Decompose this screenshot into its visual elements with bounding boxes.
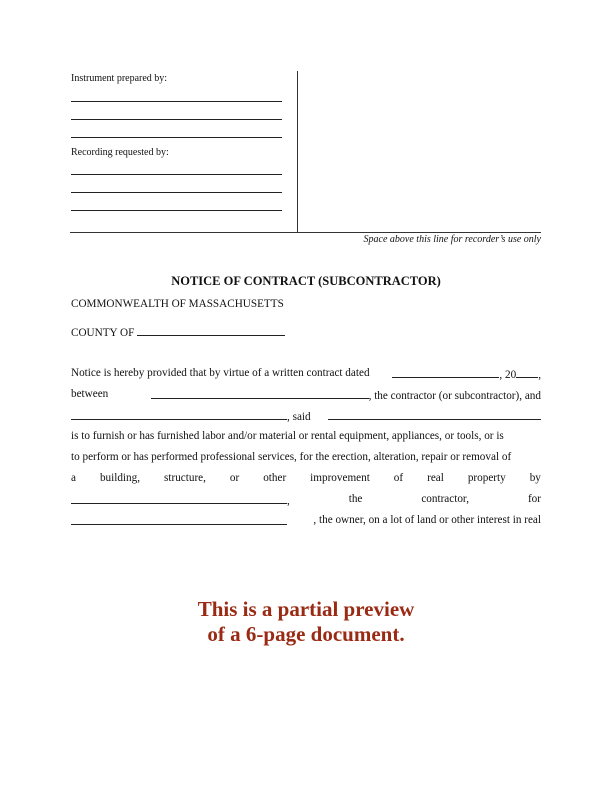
recorder-space-line bbox=[70, 232, 541, 233]
document-title: NOTICE OF CONTRACT (SUBCONTRACTOR) bbox=[171, 274, 441, 288]
instrument-prepared-label: Instrument prepared by: bbox=[71, 73, 168, 84]
paragraph-line-4 bbox=[71, 430, 541, 442]
year-blank[interactable] bbox=[516, 367, 538, 378]
by-party-blank[interactable] bbox=[71, 493, 287, 504]
year-comma: , bbox=[538, 369, 541, 381]
owner-text: , the owner, on a lot of land or other interest in real bbox=[313, 514, 541, 526]
paragraph-line-6 bbox=[71, 472, 541, 484]
year-prefix: , 20 bbox=[499, 369, 517, 381]
between-text: between bbox=[71, 388, 109, 400]
recording-requested-label: Recording requested by: bbox=[71, 147, 169, 158]
prepared-by-line-2 bbox=[71, 119, 282, 120]
prepared-by-line-1 bbox=[71, 101, 282, 102]
recorder-space-divider bbox=[297, 71, 298, 233]
paragraph-line-8 bbox=[71, 514, 541, 526]
paragraph-line-7 bbox=[71, 493, 541, 507]
line6-word: a bbox=[71, 472, 76, 484]
owner-name-blank[interactable] bbox=[71, 514, 287, 525]
contractor-role-text: , the contractor (or subcontractor), and bbox=[368, 390, 541, 402]
contract-dated-text: Notice is hereby provided that by virtue of a written contract dated bbox=[71, 367, 370, 379]
paragraph-line-2 bbox=[71, 388, 541, 402]
paragraph-line-3 bbox=[71, 409, 541, 423]
requested-by-line-1 bbox=[71, 174, 282, 175]
said-text: , said bbox=[287, 411, 311, 423]
line6-word: or bbox=[229, 472, 240, 484]
paragraph-line-5 bbox=[71, 451, 541, 463]
line6-word: real bbox=[427, 472, 444, 484]
line6-word: other bbox=[263, 472, 287, 484]
partial-preview-line-2: of a 6-page document. bbox=[207, 622, 405, 646]
requested-by-line-3 bbox=[71, 210, 282, 211]
county-blank[interactable] bbox=[137, 325, 285, 336]
line7-word: , bbox=[287, 495, 290, 507]
line7-word: the bbox=[348, 493, 363, 505]
recorder-use-note: Space above this line for recorder’s use only bbox=[363, 234, 541, 245]
county-line bbox=[71, 325, 285, 339]
county-label: COUNTY OF bbox=[71, 327, 135, 339]
services-text: to perform or has performed professional services, for the erection, alteration, repair or removal of bbox=[71, 451, 512, 463]
contractor-name-blank[interactable] bbox=[151, 388, 369, 399]
other-party-blank[interactable] bbox=[71, 409, 287, 420]
line6-word: property bbox=[467, 472, 506, 484]
contract-date-blank[interactable] bbox=[392, 367, 499, 378]
said-party-blank[interactable] bbox=[328, 409, 541, 420]
requested-by-line-2 bbox=[71, 192, 282, 193]
line6-word: of bbox=[393, 472, 404, 484]
line6-word: by bbox=[529, 472, 541, 484]
commonwealth-heading: COMMONWEALTH OF MASSACHUSETTS bbox=[71, 298, 284, 310]
line7-word: contractor, bbox=[421, 493, 470, 505]
furnish-text: is to furnish or has furnished labor and/or material or rental equipment, appliances, or tools, or is bbox=[71, 430, 504, 442]
line6-word: building, bbox=[99, 472, 141, 484]
prepared-by-line-3 bbox=[71, 137, 282, 138]
partial-preview-line-1: This is a partial preview bbox=[197, 597, 415, 621]
line6-word: structure, bbox=[164, 472, 206, 484]
line6-word: improvement bbox=[310, 472, 370, 484]
paragraph-line-1 bbox=[71, 367, 541, 381]
line7-word: for bbox=[527, 493, 541, 505]
